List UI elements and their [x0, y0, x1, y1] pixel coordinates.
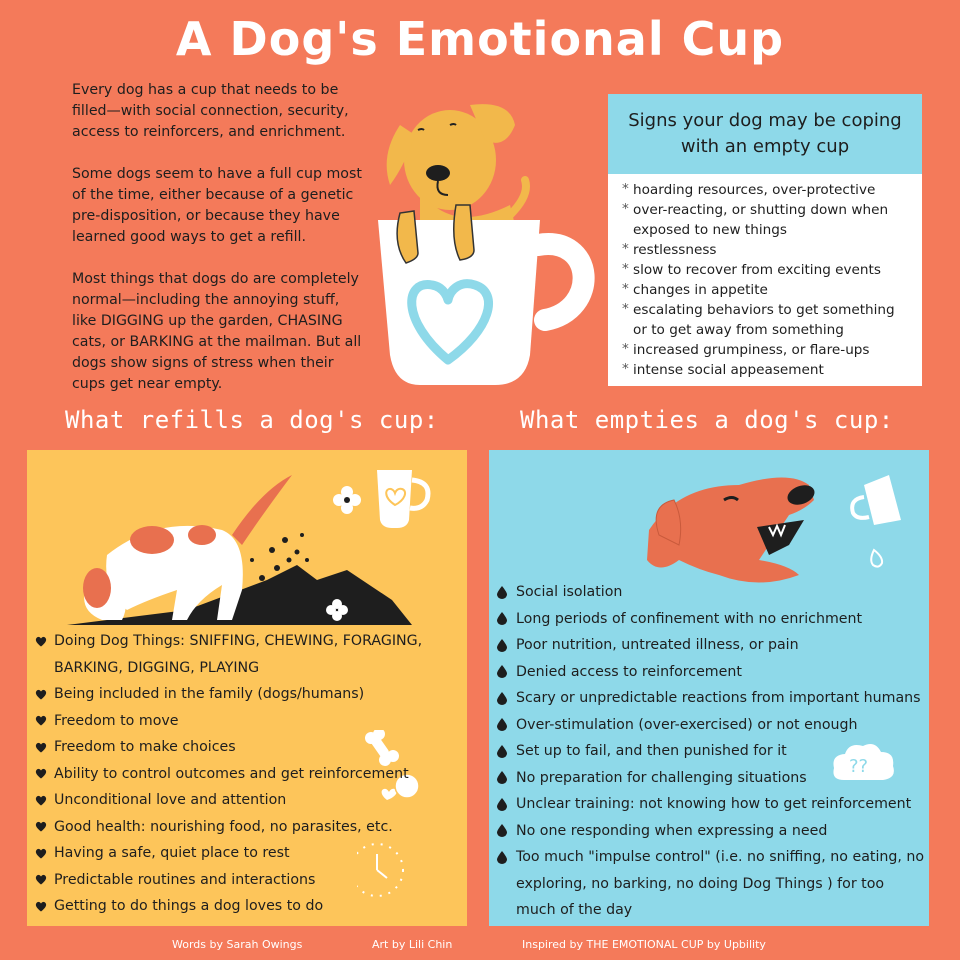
heart-icon — [35, 628, 49, 654]
droplet-icon — [497, 632, 511, 658]
list-item — [497, 606, 925, 633]
list-item-text: Good health: nourishing food, no parasites, etc. — [54, 818, 393, 835]
refills-panel — [27, 450, 467, 926]
list-item-text: Set up to fail, and then punished for it — [516, 743, 787, 759]
list-item — [35, 761, 463, 788]
heart-icon — [35, 734, 49, 760]
digging-dog-illustration — [47, 460, 447, 634]
heart-icon — [35, 867, 49, 893]
list-item-text: Social isolation — [516, 584, 623, 600]
credit-words: Words by Sarah Owings — [172, 938, 303, 951]
list-item — [35, 681, 463, 708]
list-item — [497, 712, 925, 739]
list-item-text: Over-stimulation (over-exercised) or not enough — [516, 716, 858, 733]
signs-item: * escalating behaviors to get something or to get away from something — [622, 300, 912, 340]
list-item — [497, 791, 925, 818]
signs-item: * hoarding resources, over-protective — [622, 180, 912, 200]
list-item-text: Freedom to move — [54, 712, 179, 729]
list-item-text: Doing Dog Things: SNIFFING, CHEWING, FORAGING, BARKING, DIGGING, PLAYING — [54, 633, 423, 676]
list-item — [497, 632, 925, 659]
list-item — [497, 738, 925, 765]
droplet-icon — [497, 712, 511, 738]
list-item — [35, 893, 463, 920]
list-item-text: Having a safe, quiet place to rest — [54, 845, 290, 861]
list-item — [497, 579, 925, 606]
signs-list — [608, 174, 922, 380]
list-item-text: No one responding when expressing a need — [516, 822, 828, 839]
empties-panel — [489, 450, 929, 926]
dog-in-mug-illustration — [360, 95, 600, 395]
droplet-icon — [497, 765, 511, 791]
heart-icon — [35, 814, 49, 840]
list-item — [497, 765, 925, 792]
list-item — [35, 628, 463, 681]
list-item — [497, 844, 925, 924]
credit-inspired: Inspired by THE EMOTIONAL CUP by Upbility — [522, 938, 766, 951]
credit-art: Art by Lili Chin — [372, 938, 453, 951]
heart-icon — [35, 893, 49, 919]
droplet-icon — [497, 738, 511, 764]
list-item — [35, 708, 463, 735]
signs-item: * intense social appeasement — [622, 360, 912, 380]
intro-text — [72, 80, 362, 416]
intro-paragraph-3: Most things that dogs do are completely normal—including the annoying stuff, like DIGGING up the garden, CHASING cats, or BARKING at the mailman. But all dogs show signs of stress when their cups get near empty. — [72, 271, 362, 392]
list-item — [35, 734, 463, 761]
signs-item: * changes in appetite — [622, 280, 912, 300]
intro-paragraph-2: Some dogs seem to have a full cup most of the time, either because of a genetic pre-disposition, or because they have learned good ways to get a refill. — [72, 166, 362, 245]
signs-item: * restlessness — [622, 240, 912, 260]
refills-heading: What refills a dog's cup: — [65, 406, 439, 434]
droplet-icon — [497, 844, 511, 870]
heart-icon — [35, 708, 49, 734]
empties-list — [497, 579, 925, 924]
list-item-text: Denied access to reinforcement — [516, 663, 742, 680]
heart-icon — [35, 681, 49, 707]
list-item-text: Unclear training: not knowing how to get reinforcement — [516, 796, 912, 812]
list-item — [35, 787, 463, 814]
list-item-text: Ability to control outcomes and get reinforcement — [54, 765, 409, 782]
list-item — [35, 840, 463, 867]
list-item — [497, 685, 925, 712]
signs-item: * over-reacting, or shutting down when exposed to new things — [622, 200, 912, 240]
droplet-icon — [497, 791, 511, 817]
list-item-text: Predictable routines and interactions — [54, 871, 316, 888]
list-item-text: Scary or unpredictable reactions from important humans — [516, 690, 921, 706]
list-item — [35, 867, 463, 894]
list-item-text: Poor nutrition, untreated illness, or pain — [516, 637, 799, 653]
droplet-icon — [497, 818, 511, 844]
list-item-text: Too much "impulse control" (i.e. no sniffing, no eating, no exploring, no barking, no doing Dog Things ) for too much of the day — [516, 849, 925, 918]
list-item — [35, 814, 463, 841]
refills-list — [35, 628, 463, 920]
page-title: A Dog's Emotional Cup — [175, 12, 785, 66]
signs-panel — [608, 94, 922, 386]
list-item-text: Unconditional love and attention — [54, 792, 287, 808]
signs-item: * slow to recover from exciting events — [622, 260, 912, 280]
droplet-icon — [497, 659, 511, 685]
heart-icon — [35, 787, 49, 813]
signs-heading: Signs your dog may be coping with an empty cup — [608, 94, 922, 174]
list-item-text: Getting to do things a dog loves to do — [54, 898, 324, 914]
list-item-text: No preparation for challenging situations — [516, 769, 807, 786]
heart-icon — [35, 840, 49, 866]
heart-icon — [35, 761, 49, 787]
droplet-icon — [497, 606, 511, 632]
list-item — [497, 818, 925, 845]
list-item-text: Freedom to make choices — [54, 739, 236, 755]
list-item-text: Being included in the family (dogs/humans) — [54, 686, 365, 702]
signs-item: * increased grumpiness, or flare-ups — [622, 340, 912, 360]
list-item-text: Long periods of confinement with no enrichment — [516, 610, 863, 627]
intro-paragraph-1: Every dog has a cup that needs to be filled—with social connection, security, access to reinforcers, and enrichment. — [72, 82, 349, 140]
svg-text:??: ?? — [849, 756, 869, 777]
list-item — [497, 659, 925, 686]
droplet-icon — [497, 685, 511, 711]
empties-heading: What empties a dog's cup: — [520, 406, 894, 434]
droplet-icon — [497, 579, 511, 605]
